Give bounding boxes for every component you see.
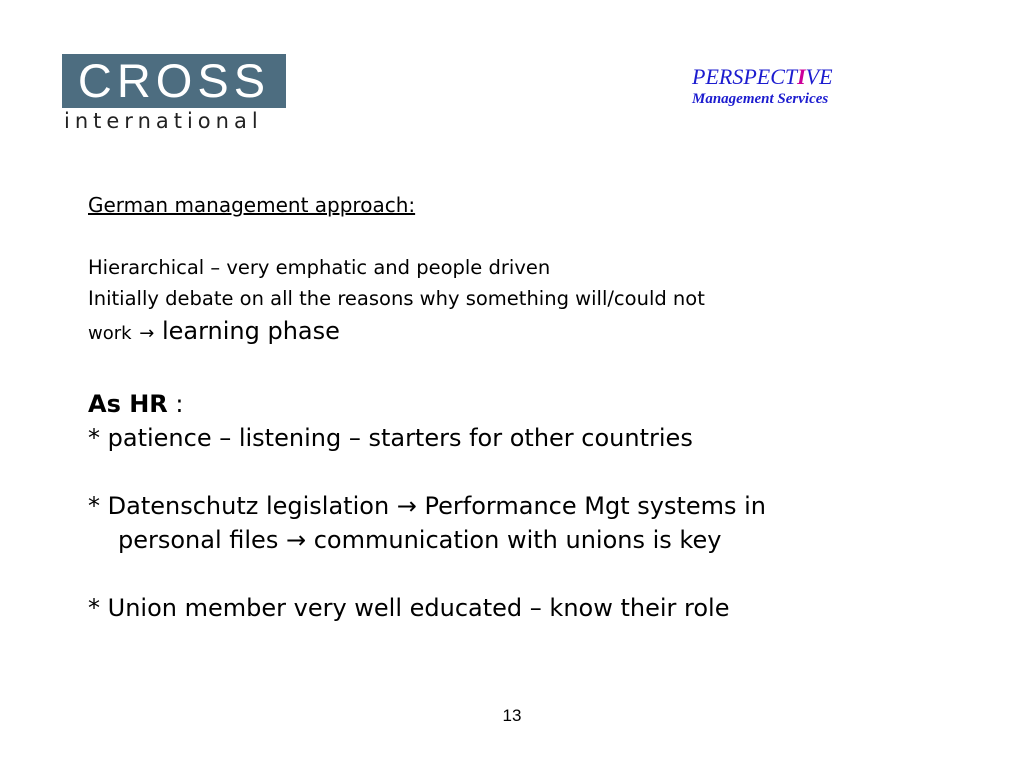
brand-subtitle: Management Services: [692, 91, 829, 107]
logo-subtitle: international: [64, 109, 263, 133]
arrow-icon: →: [139, 323, 155, 344]
bullet-datenschutz-part2: Performance Mgt systems in: [424, 492, 767, 520]
slide-content: [88, 192, 968, 625]
bullet-communication: communication with unions is key: [313, 526, 722, 554]
bullet-datenschutz: [88, 489, 968, 523]
logo-box: CROSS: [62, 54, 286, 108]
brand-title-part1: PERSPECT: [692, 64, 798, 89]
cross-international-logo: [62, 54, 286, 133]
brand-title-highlight: I: [797, 64, 806, 89]
line-work-learning: [88, 314, 968, 351]
hr-label: As HR: [88, 390, 168, 418]
bullet-datenschutz-part1: * Datenschutz legislation: [88, 492, 390, 520]
brand-title: [692, 64, 833, 90]
line-initially: Initially debate on all the reasons why something will/could not: [88, 287, 705, 310]
hr-colon: :: [167, 390, 184, 418]
brand-title-part2: VE: [805, 64, 833, 89]
bullet-datenschutz-line2: [88, 523, 968, 557]
perspective-brand: [692, 64, 833, 108]
bullet-personal-files: personal files: [118, 526, 279, 554]
bullet-union: * Union member very well educated – know their role: [88, 594, 730, 622]
line-learning-phase: learning phase: [161, 317, 340, 345]
arrow-icon: →: [396, 492, 417, 520]
bullet-patience: * patience – listening – starters for other countries: [88, 424, 693, 452]
arrow-icon: →: [285, 526, 307, 554]
slide-heading: German management approach:: [88, 193, 416, 217]
line-work-small: work: [88, 323, 132, 344]
hr-heading: [88, 387, 968, 421]
line-hierarchical: Hierarchical – very emphatic and people driven: [88, 256, 551, 279]
page-number: 13: [502, 706, 522, 725]
